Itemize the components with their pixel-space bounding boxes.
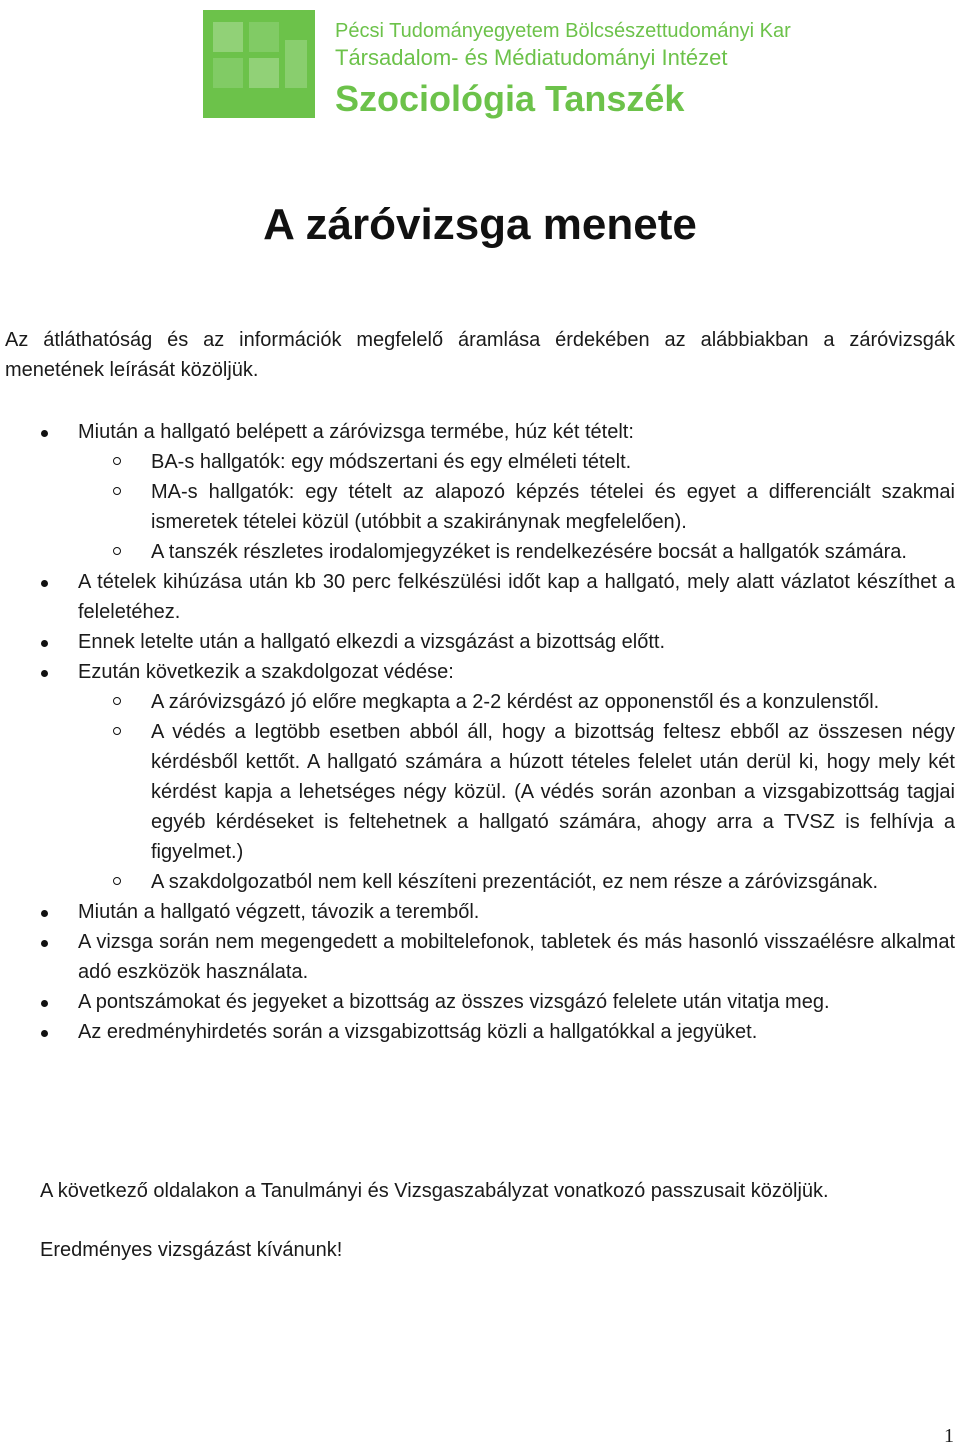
closing-paragraph: Eredményes vizsgázást kívánunk! — [40, 1239, 343, 1261]
list-item — [0, 657, 960, 687]
list-item — [0, 567, 960, 627]
sub-list-item — [0, 477, 960, 537]
bullet-icon — [41, 580, 48, 587]
circle-bullet-icon — [113, 877, 121, 885]
list-item-text: A záróvizsgázó jó előre megkapta a 2-2 kérdést az opponenstől és a konzulenstől. — [151, 691, 880, 713]
header — [203, 10, 791, 120]
list-item-text: A vizsga során nem megengedett a mobiltelefonok, tabletek és más hasonló visszaélésre alkalmat adó eszközök használata. — [78, 931, 955, 983]
circle-bullet-icon — [113, 547, 121, 555]
list-item — [0, 987, 960, 1017]
circle-bullet-icon — [113, 487, 121, 495]
logo-text — [335, 18, 791, 122]
list-item — [0, 417, 960, 447]
sub-list-item — [0, 537, 960, 567]
list-item — [0, 897, 960, 927]
intro-paragraph: Az átláthatóság és az információk megfelelő áramlása érdekében az alábbiakban a záróvizsgák menetének leírását közöljük. — [5, 329, 955, 381]
bullet-icon — [41, 640, 48, 647]
bullet-icon — [41, 910, 48, 917]
page-title: A záróvizsga menete — [263, 200, 697, 249]
list-item-text: Miután a hallgató belépett a záróvizsga termébe, húz két tételt: — [78, 421, 634, 443]
list-item-text: MA-s hallgatók: egy tételt az alapozó képzés tételei és egyet a differenciált szakmai ismeretek tételei közül (utóbbit a szakiránynak megfelelően). — [151, 481, 955, 533]
bullet-icon — [41, 940, 48, 947]
list-item-text: A tanszék részletes irodalomjegyzéket is rendelkezésére bocsát a hallgatók számára. — [151, 541, 907, 563]
bullet-icon — [41, 1000, 48, 1007]
sub-list-item — [0, 867, 960, 897]
circle-bullet-icon — [113, 697, 121, 705]
list-item-text: Ezután következik a szakdolgozat védése: — [78, 661, 454, 683]
list-item-text: A szakdolgozatból nem kell készíteni prezentációt, ez nem része a záróvizsgának. — [151, 871, 879, 893]
circle-bullet-icon — [113, 457, 121, 465]
circle-bullet-icon — [113, 727, 121, 735]
outro-paragraph: A következő oldalakon a Tanulmányi és Vizsgaszabályzat vonatkozó passzusait közöljük. — [40, 1180, 829, 1202]
sub-list-item — [0, 687, 960, 717]
list-item-text: A védés a legtöbb esetben abból áll, hogy a bizottság feltesz ebből az összesen négy kérdésből kettőt. A hallgató számára a húzott tételes felelet után derül ki, hogy mely két kérdést kapja a lehetséges négy közül. (A védés során azonban a vizsgabizottság tagjai egyéb kérdéseket is feltehetnek a hallgató számára, ahogy arra a TVSZ is felhívja a figyelmet.) — [151, 721, 955, 863]
department-name: Szociológia Tanszék — [335, 78, 685, 119]
list-item-text: BA-s hallgatók: egy módszertani és egy elméleti tételt. — [151, 451, 632, 473]
department-logo-icon — [203, 10, 315, 118]
bullet-icon — [41, 1030, 48, 1037]
faculty-name: Pécsi Tudományegyetem Bölcsészettudományi Kar — [335, 20, 791, 42]
list-item-text: A tételek kihúzása után kb 30 perc felkészülési időt kap a hallgató, mely alatt vázlatot készíthet a feleletéhez. — [78, 571, 955, 623]
sub-list-item — [0, 717, 960, 867]
list-item-text: Ennek letelte után a hallgató elkezdi a vizsgázást a bizottság előtt. — [78, 631, 666, 653]
bullet-icon — [41, 670, 48, 677]
page-number: 1 — [944, 1425, 954, 1447]
bullet-icon — [41, 430, 48, 437]
procedure-list — [0, 417, 960, 1047]
list-item-text: A pontszámokat és jegyeket a bizottság az összes vizsgázó felelete után vitatja meg. — [78, 991, 830, 1013]
institute-name: Társadalom- és Médiatudományi Intézet — [335, 45, 728, 70]
list-item — [0, 627, 960, 657]
list-item-text: Az eredményhirdetés során a vizsgabizottság közli a hallgatókkal a jegyüket. — [78, 1021, 758, 1043]
list-item — [0, 927, 960, 987]
list-item-text: Miután a hallgató végzett, távozik a teremből. — [78, 901, 480, 923]
list-item — [0, 1017, 960, 1047]
sub-list-item — [0, 447, 960, 477]
